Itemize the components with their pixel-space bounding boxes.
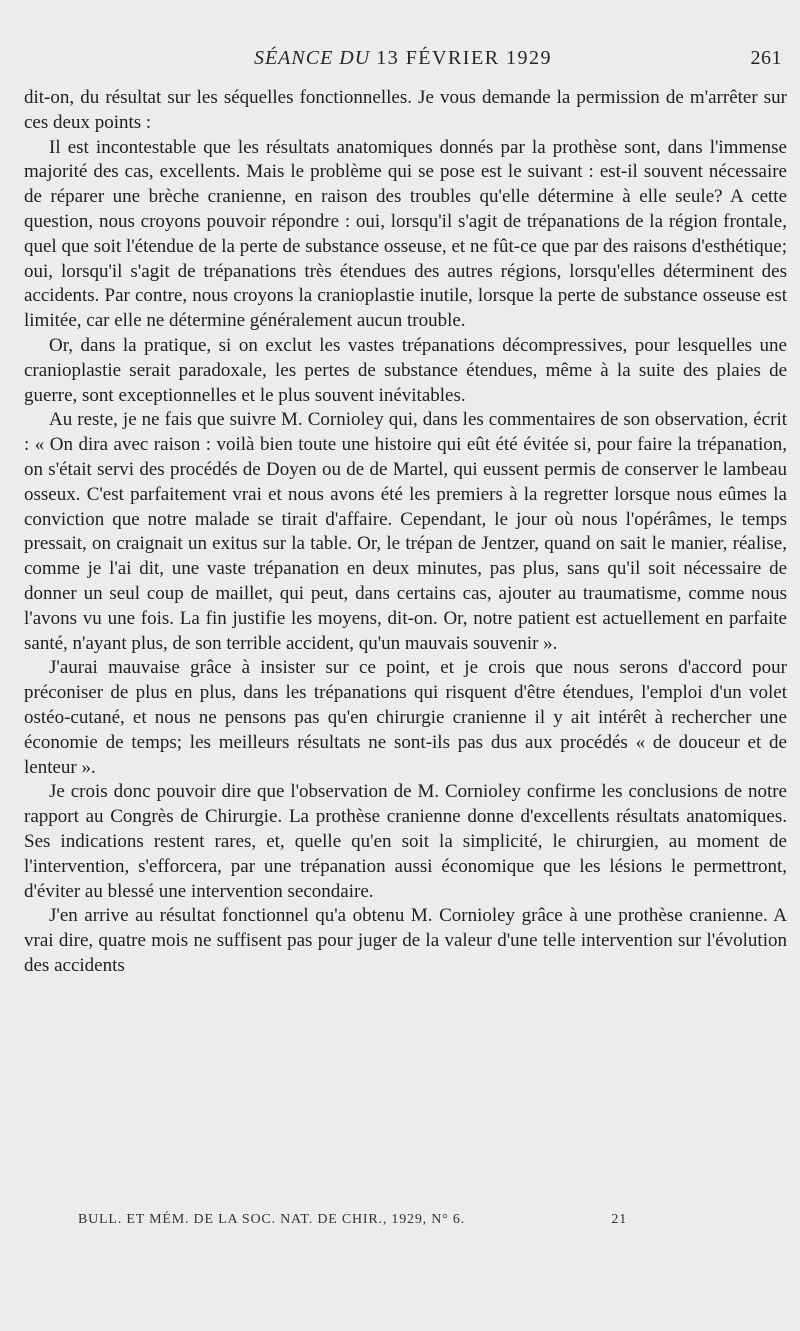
footer-citation: BULL. ET MÉM. DE LA SOC. NAT. DE CHIR., 1929, N° 6. — [78, 1212, 465, 1227]
running-head — [24, 42, 782, 74]
paragraph-3: Or, dans la pratique, si on exclut les vastes trépanations décompressives, pour lesquelles une cranioplastie serait paradoxale, les pertes de substance étendues, même à la suite des plaies de guerre, sont exceptionnelles et le plus souvent inévitables. — [24, 334, 787, 406]
page-footer — [78, 1212, 627, 1240]
signature-mark: 21 — [611, 1212, 627, 1227]
page-header — [24, 42, 782, 74]
body-text — [24, 86, 787, 979]
paragraph-6: Je crois donc pouvoir dire que l'observation de M. Cornioley confirme les conclusions de notre rapport au Congrès de Chirurgie. La prothèse cranienne donne d'excellents résultats anatomiques. Ses indications restent rares, et, quelle qu'en soit la simplicité, le chirurgien, au moment de l'intervention, s'efforcera, par une trépanation aussi économique que les lésions le permettront, d'éviter au blessé une intervention secondaire. — [24, 781, 787, 902]
paragraph-2: Il est incontestable que les résultats anatomiques donnés par la prothèse sont, dans l'immense majorité des cas, excellents. Mais le problème qui se pose est le suivant : est-il souvent nécessaire de réparer une brèche cranienne, en raison des troubles qu'elle détermine à elle seule? A cette question, nous croyons pouvoir répondre : oui, lorsqu'il s'agit de trépanations de la région frontale, quel que soit l'étendue de la perte de substance osseuse, et ne fût-ce que par des raisons d'esthétique; oui, lorsqu'il s'agit de trépanations très étendues des autres régions, lorsqu'elles déterminent des accidents. Par contre, nous croyons la cranioplastie inutile, lorsque la perte de substance osseuse est limitée, car elle ne détermine généralement aucun trouble. — [24, 136, 787, 332]
running-head-label: SÉANCE DU — [253, 47, 371, 69]
page-number: 261 — [750, 47, 782, 69]
paragraph-7: J'en arrive au résultat fonctionnel qu'a obtenu M. Cornioley grâce à une prothèse cranienne. A vrai dire, quatre mois ne suffisent pas pour juger de la valeur d'une telle intervention sur l'évolution des accidents — [24, 905, 787, 976]
paragraph-1: dit-on, du résultat sur les séquelles fonctionnelles. Je vous demande la permission de m'arrêter sur ces deux points : — [24, 87, 787, 133]
running-head-date: 13 FÉVRIER 1929 — [376, 47, 553, 69]
paragraph-5: J'aurai mauvaise grâce à insister sur ce point, et je crois que nous serons d'accord pour préconiser de plus en plus, dans les trépanations qui risquent d'être étendues, l'emploi d'un volet ostéo-cutané, et nous ne pensons pas qu'en chirurgie cranienne il y ait intérêt à rechercher une économie de temps; les meilleurs résultats ne sont-ils pas dus aux procédés « de douceur et de lenteur ». — [24, 657, 787, 778]
paragraph-4: Au reste, je ne fais que suivre M. Cornioley qui, dans les commentaires de son observation, écrit : « On dira avec raison : voilà bien toute une histoire qui eût été évitée si, pour faire la trépanation, on s'était servi des procédés de Doyen ou de de Martel, qui eussent permis de conserver le lambeau osseux. C'est parfaitement vrai et nous avons été les premiers à la regretter lorsque nous eûmes la conviction que notre malade se tirait d'affaire. Cependant, le jour où nous l'opérâmes, le temps pressait, on craignait un exitus sur la table. Or, le trépan de Jentzer, quand on sait le manier, réalise, comme je l'ai dit, une vaste trépanation en deux minutes, pas plus, sans qu'il soit nécessaire de donner un seul coup de maillet, qui peut, dans certains cas, ajouter au traumatisme, comme nous l'avons vu une fois. La fin justifie les moyens, dit-on. Or, notre patient est actuellement en parfaite santé, n'ayant plus, de son terrible accident, qu'un mauvais souvenir ». — [24, 409, 787, 654]
